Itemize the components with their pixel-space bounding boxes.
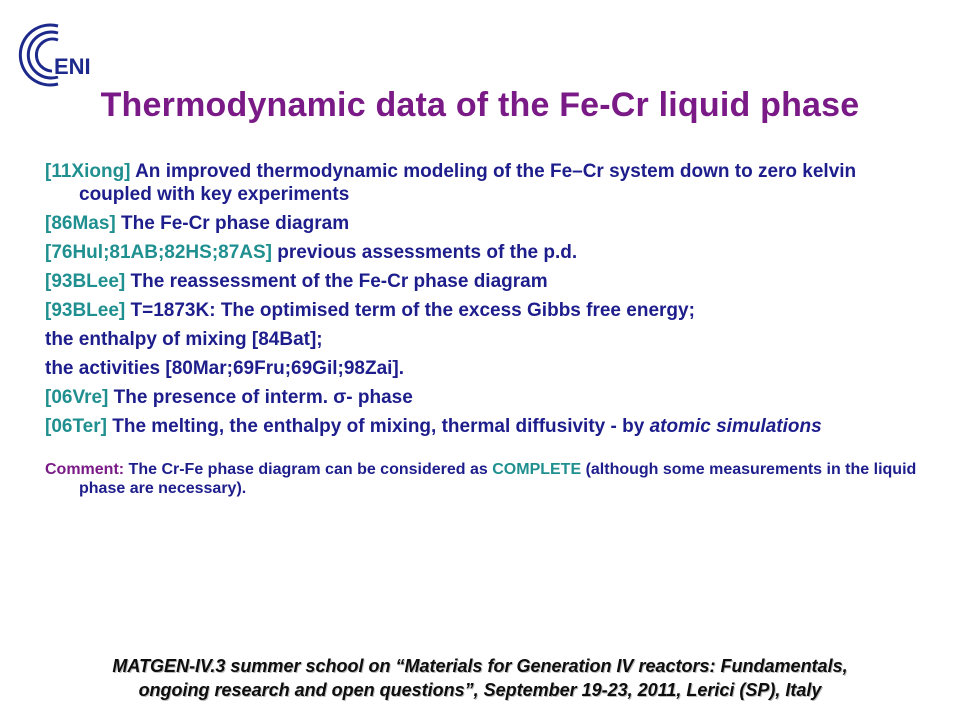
reference-text: The melting, the enthalpy of mixing, thermal diffusivity - by [106,416,650,437]
reference-text: The Fe-Cr phase diagram [115,213,350,234]
footer-line-1: MATGEN-IV.3 summer school on “Materials for Generation IV reactors: Fundamentals, [112,656,848,676]
reference-key: [93BLee] [45,300,126,321]
reference-text: T=1873K: The optimised term of the excess Gibbs free energy; [125,300,695,321]
reference-list [45,160,925,498]
comment-paragraph [45,460,925,498]
reference-key: [06Ter] [45,416,107,437]
reference-text: previous assessments of the p.d. [272,242,578,263]
comment-keyword: COMPLETE [492,461,582,478]
reference-italic-text: atomic simulations [649,416,822,437]
reference-item-06vre [45,386,925,409]
reference-item-76hul [45,241,925,264]
reference-item-enthalpy [45,328,925,351]
reference-text: the enthalpy of mixing [84Bat]; [45,329,323,350]
slide-title: Thermodynamic data of the Fe-Cr liquid phase [100,86,860,124]
logo-text: ENI [54,54,91,79]
comment-text-end: (although some measurements in the liquid phase are necessary). [79,461,917,497]
reference-text: An improved thermodynamic modeling of the Fe–Cr system down to zero kelvin coupled with key experiments [79,161,857,205]
reference-text: the activities [80Mar;69Fru;69Gil;98Zai]. [45,358,405,379]
reference-key: [93BLee] [45,271,126,292]
reference-key: [76Hul;81AB;82HS;87AS] [45,242,273,263]
reference-item-93blee-1 [45,270,925,293]
reference-item-activities [45,357,925,380]
reference-text: The presence of interm. σ- phase [108,387,413,408]
comment-text: The Cr-Fe phase diagram can be considered as [124,461,493,478]
reference-item-86mas [45,212,925,235]
footer-line-2: ongoing research and open questions”, September 19-23, 2011, Lerici (SP), Italy [138,680,822,700]
comment-label: Comment: [45,461,125,478]
footer [0,654,960,702]
reference-key: [06Vre] [45,387,109,408]
reference-text: The reassessment of the Fe-Cr phase diagram [125,271,548,292]
reference-item-06ter [45,415,925,438]
reference-item-93blee-2 [45,299,925,322]
reference-key: [11Xiong] [45,161,131,182]
reference-key: [86Mas] [45,213,116,234]
reference-item-11xiong [45,160,925,206]
enea-logo [18,20,100,90]
